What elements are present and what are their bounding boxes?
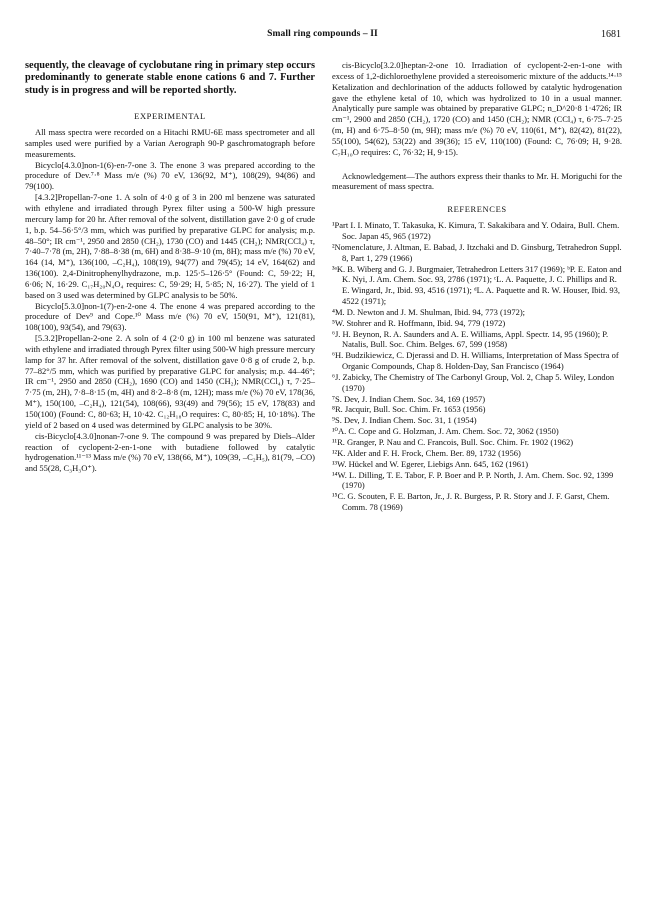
reference-item: ¹Part I. I. Minato, T. Takasuka, K. Kimura, T. Sakakibara and Y. Odaira, Bull. Chem. Soc. Japan 45, 965 (1972) <box>332 220 620 241</box>
experimental-paragraph-instruments: All mass spectra were recorded on a Hitachi RMU-6E mass spectrometer and all samples used were purified by a Varian Aerograph 90-P gaschromatograph before measurements. <box>25 127 315 159</box>
right-column <box>332 60 622 513</box>
references-list <box>332 220 622 513</box>
experimental-heading: EXPERIMENTAL <box>134 111 206 122</box>
reference-item: ⁶J. Zabicky, The Chemistry of The Carbonyl Group, Vol. 2, Chap 5. Wiley, London (1970) <box>332 371 615 393</box>
references-heading: REFERENCES <box>447 204 507 215</box>
reference-item: ¹²K. Alder and F. H. Frock, Chem. Ber. 89, 1732 (1956) <box>332 447 521 458</box>
reference-item: ⁷S. Dev, J. Indian Chem. Soc. 34, 169 (1957) <box>332 393 486 404</box>
experimental-paragraph-compound-10: cis-Bicyclo[3.2.0]heptan-2-one 10. Irradiation of cyclopent-2-en-1-one with excess of 1,2-dichloroethylene provided a stereoisomeric mixture of the adducts.¹⁴·¹⁵ Ketalization and dechlorination of the adducts followed by catalytic hydrogenation gave the ethylene ketal of 10, which was hydrolized to 10 in a usual manner. Analytically pure sample was obtained by preparative GLPC; n_D^20·8 1·4726; IR cm⁻¹, 2900 and 2850 (CH₂), 1720 (CO) and 1450 (CH₂); NMR (CCl₄) τ, 6·75–7·25 (m, H) and 6·75–8·50 (m, 9H); mass m/e (%) 70 eV, 110(61, M⁺), 82(42), 81(22), 55(100), 54(62), 53(22) and 39(36); 15 eV, 110(100) (Found: C, 76·09; H, 9·28. C₇H₁₀O requires: C, 76·32; H, 9·15). <box>332 60 622 157</box>
reference-item: ¹⁴W. L. Dilling, T. E. Tabor, F. P. Boer and P. P. North, J. Am. Chem. Soc. 92, 1399 (1970) <box>332 469 614 491</box>
experimental-paragraph-propellan-2: [5.3.2]Propellan-2-one 2. A soln of 4 (2·0 g) in 100 ml benzene was saturated with ethylene and irradiated through Pyrex filter using 500-W high pressure mercury lamp for 37 hr. After removal of the solvent, distillation gave 0·8 g of crude 2, b.p. 77–82°/5 mm, which was purified by preparative GLPC for analysis; m.p. 44–46°; IR cm⁻¹, 2950 and 2850 (CH₂), 1690 (CO) and 1450 (CH₂); NMR(CCl₄) τ, 7·25–7·75 (m, 2H), 7·8–8·15 (m, 4H) and 8·2–8·8 (m, 12H); mass m/e (%) 70 eV, 178(36, M⁺), 150(100, –C₂H₄), 121(54), 108(66), 93(49) and 79(56); 15 eV, 178(83) and 150(100) (Found: C, 80·63; H, 10·42. C₁₂H₁₈O requires: C, 80·85; H, 10·18%). The yield of 2 based on 4 used was determined by GLPC analysis to be 30%. <box>25 333 315 430</box>
reference-item: ¹¹R. Granger, P. Nau and C. Francois, Bull. Soc. Chim. Fr. 1902 (1962) <box>332 437 574 447</box>
reference-item: ⁹S. Dev, J. Indian Chem. Soc. 31, 1 (1954) <box>332 415 477 426</box>
reference-item: ⁴M. D. Newton and J. M. Shulman, Ibid. 94, 773 (1972); <box>332 306 526 317</box>
reference-item: ⁶J. H. Beynon, R. A. Saunders and A. E. Williams, Appl. Spectr. 14, 95 (1960); P. Natalis, Bull. Soc. Chim. Belges. 67, 599 (1958) <box>332 328 609 350</box>
reference-item: ³ᵃK. B. Wiberg and G. J. Burgmaier, Tetrahedron Letters 317 (1969); ᵇP. E. Eaton and K. Nyi, J. Am. Chem. Soc. 93, 2786 (1971); ᶜL. A. Paquette, J. C. Phillips and R. E. Wingard, Jr., Ibid. 93, 4516 (1971); ᵈL. A. Paquette and R. W. Houser, Ibid. 93, 4522 (1971); <box>332 263 622 307</box>
experimental-paragraph-enone-4: Bicyclo[5.3.0]non-1(7)-en-2-one 4. The enone 4 was prepared according to the procedure of Dev⁹ and Cope.¹⁰ Mass m/e (%) 70 eV, 150(91, M⁺), 121(81), 108(100), 93(54), and 79(63). <box>25 300 315 333</box>
reference-item: ²Nomenclature, J. Altman, E. Babad, J. Itzchaki and D. Ginsburg, Tetrahedron Suppl. 8, Part 1, 279 (1966) <box>332 241 622 263</box>
reference-item: ¹⁰A. C. Cope and G. Holzman, J. Am. Chem. Soc. 72, 3062 (1950) <box>332 426 559 437</box>
experimental-paragraph-compound-9: cis-Bicyclo[4.3.0]nonan-7-one 9. The compound 9 was prepared by Diels–Alder reaction of cyclopent-2-en-1-one with butadiene followed by catalytic hydrogenation.¹¹⁻¹³ Mass m/e (%) 70 eV, 138(66, M⁺), 109(39, –C₂H₅), 81(79, –CO) and 55(28, C₃H₃O⁺). <box>25 430 315 474</box>
page-header <box>0 29 645 43</box>
reference-item: ⁶H. Budzikiewicz, C. Djerassi and D. H. Williams, Interpretation of Mass Spectra of Organic Compounds, Chap 8. Holden-Day, San Francisco (1964) <box>332 350 619 372</box>
experimental-paragraph-propellan-1: [4.3.2]Propellan-7-one 1. A soln of 4·0 g of 3 in 200 ml benzene was saturated with ethylene and irradiated through Pyrex filter using a 500-W high pressure mercury lamp for 20 hr. After removal of the solvent, distillation gave 2·0 g of crude 1, b.p. 54–56·5°/3 mm, which was purified by preparative GLPC for analysis; m.p. 48–50°; IR cm⁻¹, 2950 and 2850 (CH₂), 1730 (CO) and 1445 (CH₂); NMR(CCl₄) τ, 7·40–7·78 (m, 2H), 7·88–8·38 (m, 6H) and 8·38–9·10 (m, 8H); mass m/e (%) 70 eV, 164 (14, M⁺), 136(100, –C₂H₄), 108(19), 94(77) and 79(45); 14 eV, 164(62) and 136(100). 2,4-Dinitrophenylhydrazone, m.p. 125·5–126·5° (Found: C, 59·22; H, 6·06; N, 16·29. C₁₇H₂₀N₄O₄ requires: C, 59·29; H, 5·85; N, 16·27). The yield of 1 based on 3 used was determined by GLPC analysis to be 50%. <box>25 192 315 300</box>
reference-item: ¹³W. Hückel and W. Egerer, Liebigs Ann. 645, 162 (1961) <box>332 458 529 469</box>
intro-paragraph: sequently, the cleavage of cyclobutane ring in primary step occurs predominantly to generate stable enone cations 6 and 7. Further study is in progress and will be reported shortly. <box>25 60 315 96</box>
experimental-paragraph-enone-3: Bicyclo[4.3.0]non-1(6)-en-7-one 3. The enone 3 was prepared according to the procedure of Dev.⁷·⁸ Mass m/e (%) 70 eV, 136(92, M⁺), 108(29), 94(86) and 79(100). <box>25 159 315 192</box>
reference-item: ¹⁵C. G. Scouten, F. E. Barton, Jr., J. R. Burgess, P. R. Story and J. F. Garst, Chem. Comm. 78 (1969) <box>332 491 610 513</box>
page-number: 1681 <box>601 29 621 40</box>
reference-item: ⁸R. Jacquir, Bull. Soc. Chim. Fr. 1653 (1956) <box>332 404 486 415</box>
left-column <box>25 60 315 474</box>
running-title: Small ring compounds – II <box>267 29 378 39</box>
reference-item: ⁵W. Stohrer and R. Hoffmann, Ibid. 94, 779 (1972) <box>332 317 506 328</box>
acknowledgement: Acknowledgement—The authors express their thanks to Mr. H. Moriguchi for the measurement of mass spectra. <box>332 170 622 192</box>
